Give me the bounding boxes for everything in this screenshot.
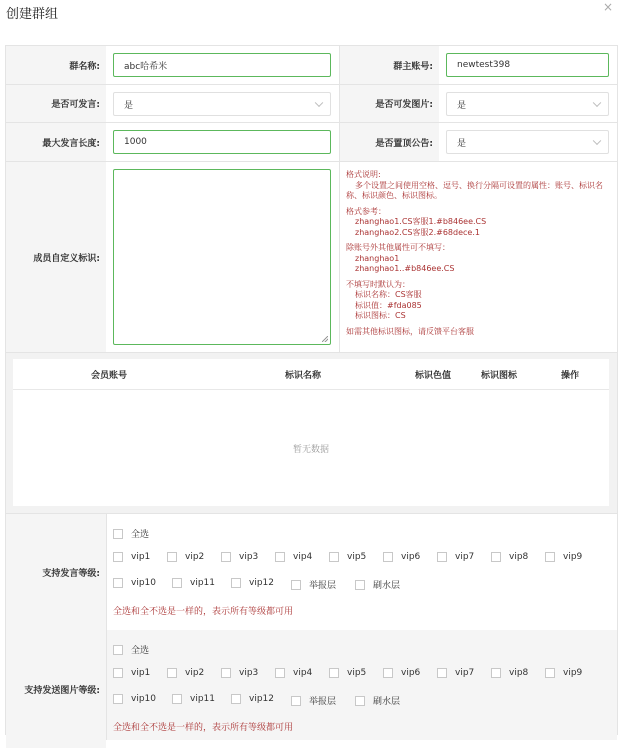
max-length-label: 最大发言长度: xyxy=(6,123,106,161)
checkbox-box[interactable] xyxy=(113,668,123,678)
image-level-checkbox[interactable] xyxy=(329,668,366,678)
checkbox-box[interactable] xyxy=(113,578,123,588)
checkbox-label: vip5 xyxy=(347,668,367,678)
checkbox-box[interactable] xyxy=(355,696,365,706)
checkbox-label: vip9 xyxy=(563,552,583,562)
checkbox-box[interactable] xyxy=(437,668,447,678)
checkbox-label: 举报层 xyxy=(309,581,337,591)
speak-level-checkbox[interactable] xyxy=(545,552,582,562)
speak-select-all-checkbox[interactable] xyxy=(113,527,149,540)
checkbox-box[interactable] xyxy=(329,668,339,678)
checkbox-box[interactable] xyxy=(231,694,241,704)
checkbox-box[interactable] xyxy=(113,529,123,539)
help-format-desc: 多个设置之间使用空格、逗号、换行分隔可设置的属性：账号、标识名称、标识颜色、标识图标。 xyxy=(346,180,603,200)
row-speak xyxy=(6,85,617,123)
image-level-checkbox[interactable] xyxy=(221,668,258,678)
speak-level-checkbox[interactable] xyxy=(355,578,400,591)
checkbox-box[interactable] xyxy=(113,694,123,704)
checkbox-label: vip8 xyxy=(509,552,529,562)
checkbox-label: vip3 xyxy=(239,552,259,562)
checkbox-label: 刷水层 xyxy=(373,581,401,591)
help-optional-1: zhanghao1 xyxy=(355,253,400,263)
checkbox-box[interactable] xyxy=(231,578,241,588)
can-speak-select[interactable] xyxy=(113,92,331,116)
help-default-1: 标识名称：CS客服 xyxy=(355,290,422,299)
checkbox-box[interactable] xyxy=(291,580,301,590)
speak-level-checkbox[interactable] xyxy=(329,552,366,562)
row-member-tag xyxy=(6,162,617,353)
group-name-label: 群名称: xyxy=(6,46,106,84)
image-level-checkbox[interactable] xyxy=(172,694,215,704)
checkbox-box[interactable] xyxy=(221,668,231,678)
empty-state: 暂无数据 xyxy=(13,390,609,506)
checkbox-box[interactable] xyxy=(113,645,123,655)
divider xyxy=(106,630,107,740)
checkbox-box[interactable] xyxy=(172,578,182,588)
chevron-down-icon xyxy=(593,99,601,107)
checkbox-box[interactable] xyxy=(437,552,447,562)
checkbox-label: vip7 xyxy=(455,668,475,678)
image-select-all-checkbox[interactable] xyxy=(113,643,149,656)
checkbox-label: 全选 xyxy=(131,530,150,540)
row-image-levels xyxy=(6,630,617,740)
speak-level-checkbox[interactable] xyxy=(437,552,474,562)
checkbox-box[interactable] xyxy=(491,552,501,562)
checkbox-label: vip6 xyxy=(401,668,421,678)
can-send-image-value: 是 xyxy=(457,100,467,111)
image-level-checkbox[interactable] xyxy=(437,668,474,678)
help-optional-2: zhanghao1..#b846ee.CS xyxy=(355,264,455,273)
checkbox-box[interactable] xyxy=(172,694,182,704)
speak-level-checkbox[interactable] xyxy=(172,578,215,588)
checkbox-label: vip4 xyxy=(293,668,313,678)
image-level-checkbox[interactable] xyxy=(275,668,312,678)
image-level-checkbox[interactable] xyxy=(113,668,150,678)
checkbox-label: vip1 xyxy=(131,552,151,562)
help-example-1: zhanghao1.CS客服1.#b846ee.CS xyxy=(355,217,487,226)
checkbox-box[interactable] xyxy=(275,668,285,678)
chevron-down-icon xyxy=(593,137,601,145)
speak-level-checkbox[interactable] xyxy=(221,552,258,562)
checkbox-box[interactable] xyxy=(383,552,393,562)
speak-level-checkbox[interactable] xyxy=(231,578,274,588)
checkbox-label: vip4 xyxy=(293,552,313,562)
col-tag-name: 标识名称 xyxy=(285,370,322,381)
help-default-2: 标识值：#fda085 xyxy=(355,300,422,310)
can-speak-label: 是否可发言: xyxy=(6,85,106,122)
divider xyxy=(106,514,107,630)
help-example-title: 格式参考： xyxy=(346,206,386,216)
checkbox-label: vip3 xyxy=(239,668,259,678)
group-name-input[interactable]: abc哈希米 xyxy=(113,53,331,77)
image-level-checkbox[interactable] xyxy=(231,694,274,704)
checkbox-box[interactable] xyxy=(221,552,231,562)
checkbox-box[interactable] xyxy=(491,668,501,678)
pin-notice-select[interactable] xyxy=(446,130,609,154)
checkbox-label: vip10 xyxy=(131,694,156,704)
speak-level-checkbox[interactable] xyxy=(275,552,312,562)
member-tag-label: 成员自定义标识: xyxy=(6,162,106,352)
checkbox-box[interactable] xyxy=(167,668,177,678)
speak-level-checkbox[interactable] xyxy=(291,578,336,591)
help-format-title: 格式说明: xyxy=(346,170,381,179)
checkbox-box[interactable] xyxy=(383,668,393,678)
member-tag-textarea[interactable] xyxy=(113,169,331,345)
chevron-down-icon xyxy=(315,99,323,107)
divider xyxy=(339,162,340,352)
checkbox-box[interactable] xyxy=(355,580,365,590)
checkbox-label: vip7 xyxy=(455,552,475,562)
pin-notice-label: 是否置顶公告: xyxy=(339,123,439,161)
speak-level-checkbox[interactable] xyxy=(491,552,528,562)
create-group-form xyxy=(5,45,618,735)
checkbox-box[interactable] xyxy=(291,696,301,706)
image-levels-label: 支持发送图片等级: xyxy=(6,630,106,748)
checkbox-label: vip1 xyxy=(131,668,151,678)
col-account: 会员账号 xyxy=(91,370,128,381)
image-level-checkbox[interactable] xyxy=(383,668,420,678)
image-level-checkbox[interactable] xyxy=(113,694,156,704)
col-actions: 操作 xyxy=(561,370,580,381)
checkbox-label: vip8 xyxy=(509,668,529,678)
owner-account-input[interactable]: newtest398 xyxy=(446,53,609,77)
checkbox-label: vip5 xyxy=(347,552,367,562)
image-level-checkbox[interactable] xyxy=(355,694,400,707)
checkbox-box[interactable] xyxy=(275,552,285,562)
image-level-checkbox[interactable] xyxy=(545,668,582,678)
checkbox-label: 全选 xyxy=(131,646,150,656)
can-send-image-select[interactable] xyxy=(446,92,609,116)
pin-notice-value: 是 xyxy=(457,138,467,149)
help-optional-title: 除账号外其他属性可不填写： xyxy=(346,243,450,252)
speak-levels-note: 全选和全不选是一样的，表示所有等级都可用 xyxy=(113,607,294,617)
checkbox-label: vip11 xyxy=(190,578,215,588)
resize-handle-icon[interactable] xyxy=(322,336,328,342)
member-tag-table-header xyxy=(13,359,609,390)
image-level-checkbox[interactable] xyxy=(491,668,528,678)
max-length-input[interactable]: 1000 xyxy=(113,130,331,154)
speak-level-checkbox[interactable] xyxy=(383,552,420,562)
help-contact: 如需其他标识图标，请反馈平台客服 xyxy=(346,326,474,336)
checkbox-label: vip2 xyxy=(185,668,205,678)
checkbox-label: 刷水层 xyxy=(373,697,401,707)
speak-level-checkbox[interactable] xyxy=(113,552,150,562)
speak-level-checkbox[interactable] xyxy=(113,578,156,588)
checkbox-label: vip6 xyxy=(401,552,421,562)
col-tag-color: 标识色值 xyxy=(415,370,452,381)
checkbox-label: vip10 xyxy=(131,578,156,588)
image-levels-note: 全选和全不选是一样的，表示所有等级都可用 xyxy=(113,723,294,733)
checkbox-label: vip2 xyxy=(185,552,205,562)
can-send-image-label: 是否可发图片: xyxy=(339,85,439,122)
checkbox-label: vip11 xyxy=(190,694,215,704)
row-length xyxy=(6,123,617,162)
checkbox-label: vip9 xyxy=(563,668,583,678)
checkbox-box[interactable] xyxy=(545,668,555,678)
checkbox-box[interactable] xyxy=(545,552,555,562)
row-speak-levels xyxy=(6,513,617,631)
col-tag-icon: 标识图标 xyxy=(481,370,518,381)
member-tag-help xyxy=(346,170,611,342)
speak-levels-label: 支持发言等级: xyxy=(6,514,106,630)
owner-account-label: 群主账号: xyxy=(339,46,439,84)
checkbox-label: vip12 xyxy=(249,694,274,704)
speak-level-checkbox[interactable] xyxy=(167,552,204,562)
help-example-2: zhanghao2.CS客服2.#68dece.1 xyxy=(355,227,480,237)
checkbox-box[interactable] xyxy=(113,552,123,562)
checkbox-label: 举报层 xyxy=(309,697,337,707)
close-icon[interactable]: × xyxy=(603,0,614,14)
help-default-3: 标识图标：CS xyxy=(355,311,406,320)
image-level-checkbox[interactable] xyxy=(291,694,336,707)
can-speak-value: 是 xyxy=(124,100,134,111)
checkbox-box[interactable] xyxy=(167,552,177,562)
image-level-checkbox[interactable] xyxy=(167,668,204,678)
dialog-title: 创建群组 xyxy=(6,7,59,22)
help-default-title: 不填写时默认为： xyxy=(346,279,410,289)
checkbox-box[interactable] xyxy=(329,552,339,562)
row-name xyxy=(6,46,617,85)
checkbox-label: vip12 xyxy=(249,578,274,588)
